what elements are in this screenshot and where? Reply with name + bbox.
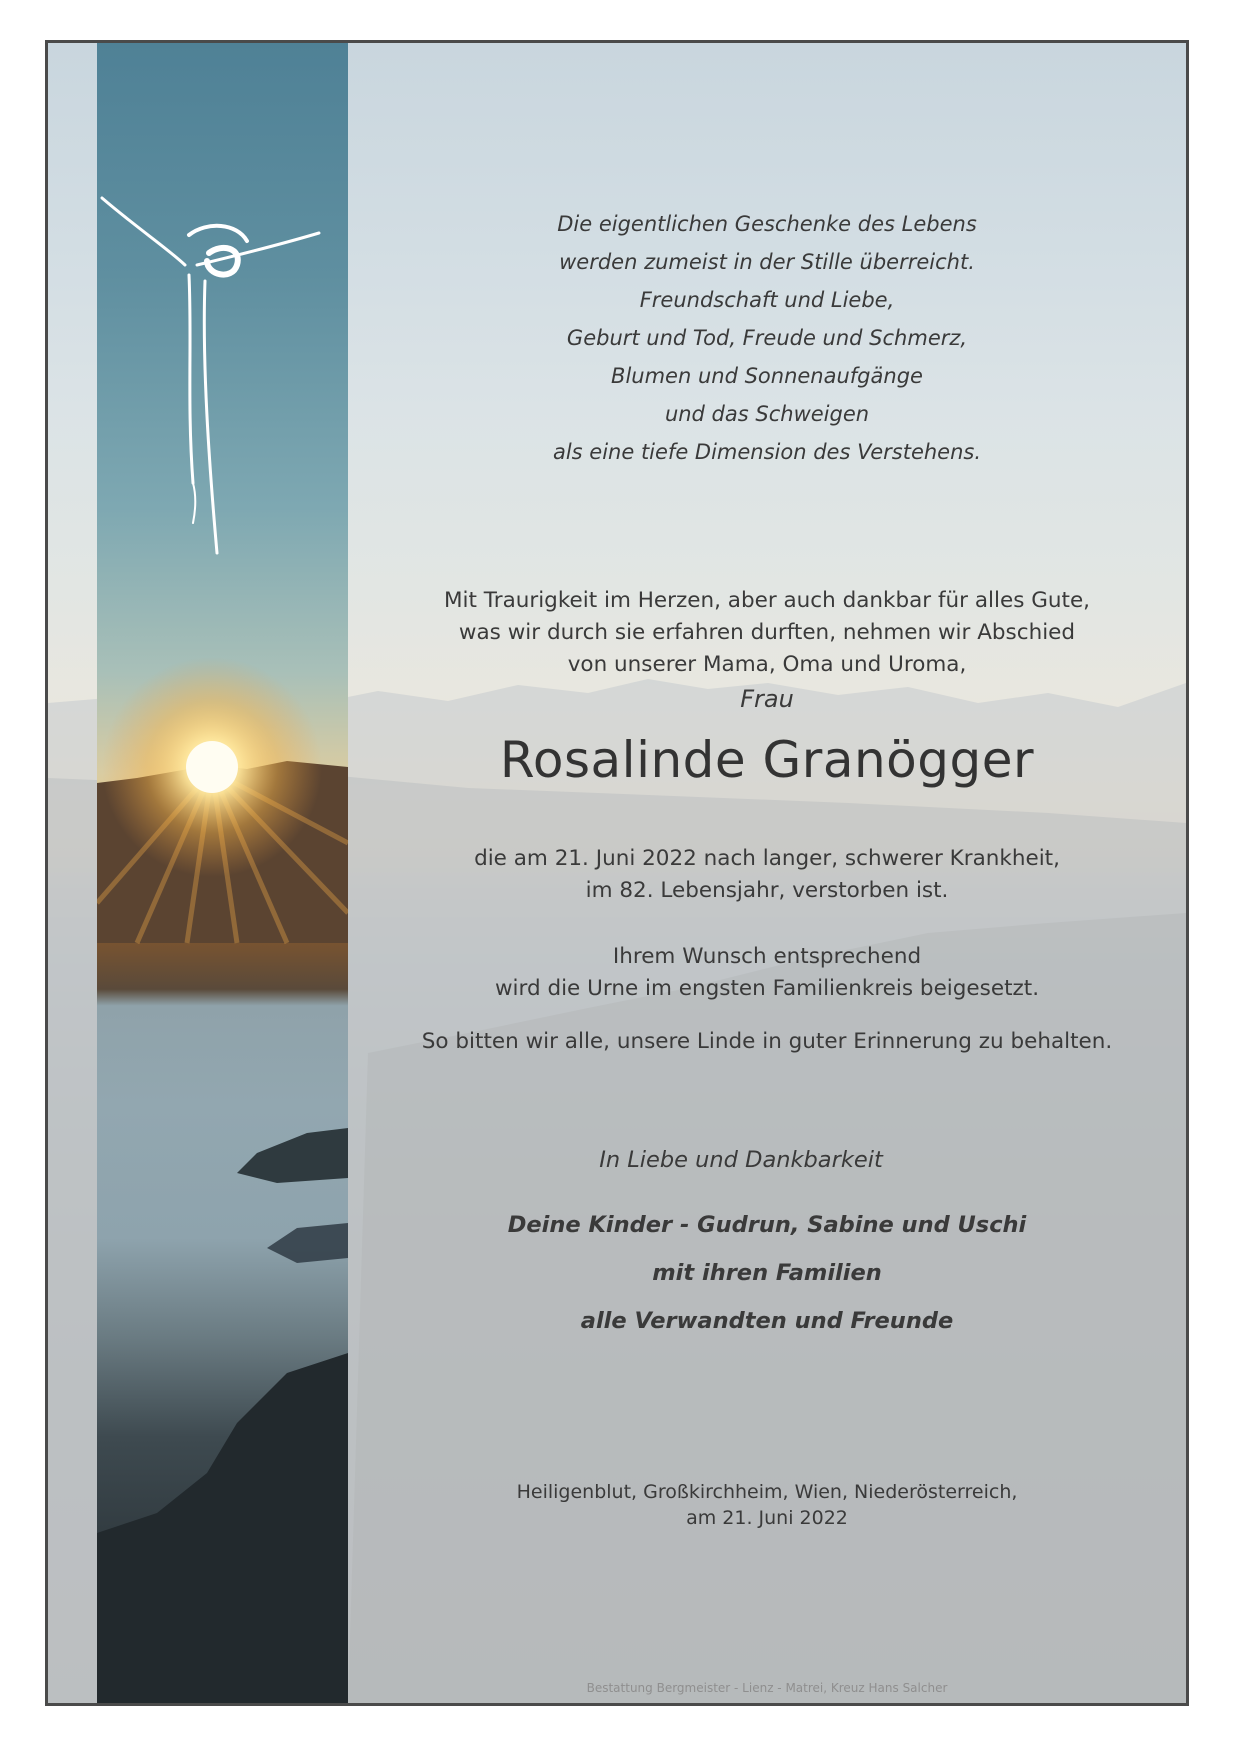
wish-line: wird die Urne im engsten Familienkreis beigesetzt. xyxy=(494,976,1040,1001)
poem xyxy=(348,205,1186,471)
salutation: Frau xyxy=(740,685,794,713)
poem-line: Die eigentlichen Geschenke des Lebens xyxy=(557,212,977,236)
funeral-home-credit: Bestattung Bergmeister - Lienz - Matrei, Kreuz Hans Salcher xyxy=(586,1681,948,1695)
deceased-name: Rosalinde Granögger xyxy=(499,731,1035,789)
mourners-line: alle Verwandten und Freunde xyxy=(580,1308,954,1334)
poem-line: Freundschaft und Liebe, xyxy=(639,288,895,312)
poem-line: als eine tiefe Dimension des Verstehens. xyxy=(552,440,982,464)
poem-line: Blumen und Sonnenaufgänge xyxy=(611,364,923,388)
place-line: Heiligenblut, Großkirchheim, Wien, Niederösterreich, xyxy=(516,1481,1018,1503)
poem-line: und das Schweigen xyxy=(664,402,870,426)
intro-line: von unserer Mama, Oma und Uroma, xyxy=(567,652,967,677)
wish-line: Ihrem Wunsch entsprechend xyxy=(612,944,922,969)
mourners-line: mit ihren Familien xyxy=(652,1260,882,1286)
death-details xyxy=(348,843,1186,907)
poem-line: Geburt und Tod, Freude und Schmerz, xyxy=(566,326,968,350)
intro-line: was wir durch sie erfahren durften, nehmen wir Abschied xyxy=(458,620,1076,645)
place-line: am 21. Juni 2022 xyxy=(686,1507,848,1529)
place-and-date xyxy=(348,1479,1186,1531)
sunrise-photo-details xyxy=(97,43,348,1703)
intro-line: Mit Traurigkeit im Herzen, aber auch dankbar für alles Gute, xyxy=(443,588,1091,613)
details-line: die am 21. Juni 2022 nach langer, schwerer Krankheit, xyxy=(474,846,1060,871)
crucifix-icon xyxy=(102,198,319,553)
remembrance-request: So bitten wir alle, unsere Linde in guter Erinnerung zu behalten. xyxy=(421,1029,1113,1054)
announcement-intro xyxy=(348,585,1186,681)
obituary-text xyxy=(348,43,1186,1703)
closing-phrase: In Liebe und Dankbarkeit xyxy=(599,1147,883,1173)
mourners xyxy=(348,1201,1186,1345)
obituary-card xyxy=(45,40,1189,1706)
details-line: im 82. Lebensjahr, verstorben ist. xyxy=(585,878,949,903)
burial-wish xyxy=(348,941,1186,1005)
mourners-line: Deine Kinder - Gudrun, Sabine und Uschi xyxy=(507,1212,1027,1238)
poem-line: werden zumeist in der Stille überreicht. xyxy=(559,250,975,274)
